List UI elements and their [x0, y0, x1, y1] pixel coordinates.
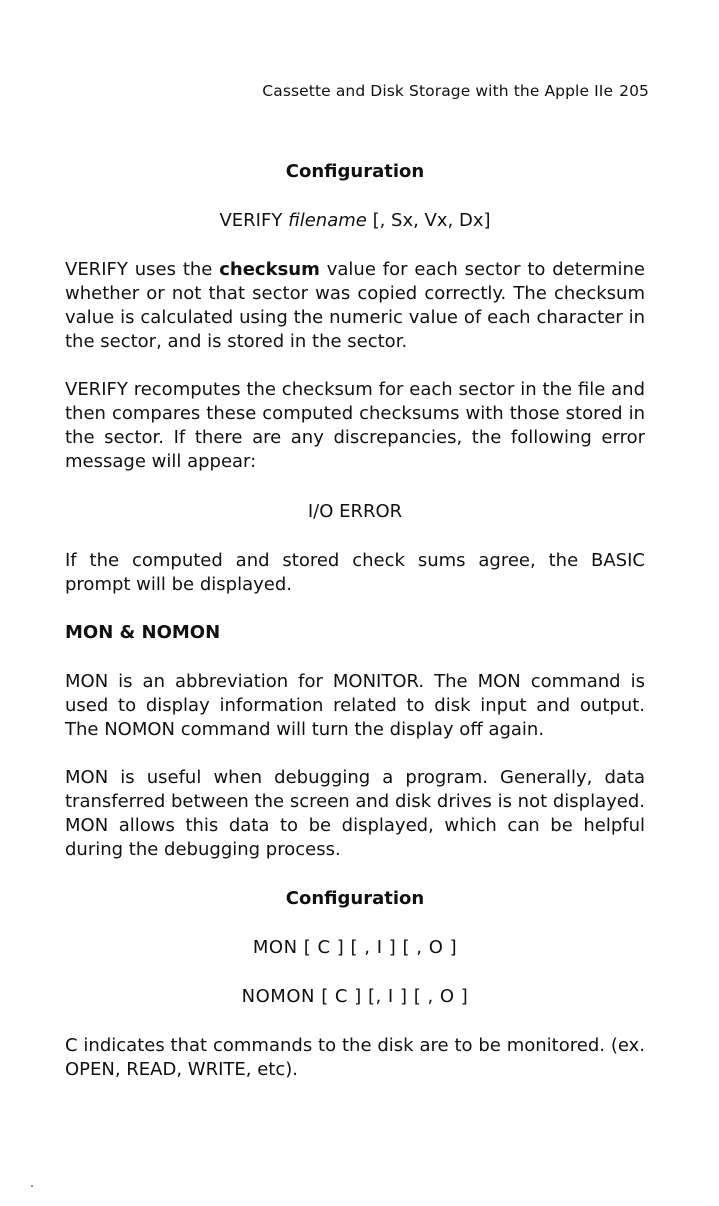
paragraph-c-indicates: C indicates that commands to the disk are to be monitored. (ex. OPEN, READ, WRITE, etc). [65, 1035, 645, 1080]
error-message: I/O ERROR [307, 501, 403, 522]
section-heading-configuration-2: Configuration [285, 888, 425, 909]
nomon-syntax: NOMON [ C ] [, I ] [ , O ] [241, 986, 469, 1007]
paragraph-lead: VERIFY uses the [65, 259, 213, 280]
paragraph-rest: value for each sector to determine whether or not that sector was copied correctly. The checksum value is calculated using the numeric value of each character in the sector, and is stored in the sector. [65, 259, 645, 352]
section-heading-mon-nomon: MON & NOMON [65, 622, 221, 643]
syntax-argument: filename [288, 210, 367, 231]
bold-term-checksum: checksum [219, 259, 320, 280]
paragraph-verify-recomputes: VERIFY recomputes the checksum for each sector in the file and then compares these computed checksums with those stored in the sector. If there are any discrepancies, the following error message will appear: [65, 379, 645, 472]
running-title: Cassette and Disk Storage with the Apple IIe [262, 82, 614, 100]
page-speck [31, 1185, 33, 1187]
syntax-options: [, Sx, Vx, Dx] [372, 210, 491, 231]
section-heading-configuration: Configuration [285, 161, 425, 182]
page-number: 205 [619, 82, 649, 100]
paragraph-checksums-agree: If the computed and stored check sums agree, the BASIC prompt will be displayed. [65, 550, 645, 595]
verify-syntax [65, 209, 645, 233]
paragraph-mon-abbreviation: MON is an abbreviation for MONITOR. The MON command is used to display information related to disk input and output. The NOMON command will turn the display off again. [65, 671, 645, 740]
mon-syntax: MON [ C ] [ , I ] [ , O ] [252, 937, 458, 958]
syntax-command: VERIFY [219, 210, 283, 231]
paragraph-mon-useful: MON is useful when debugging a program. Generally, data transferred between the screen and disk drives is not displayed. MON allows this data to be displayed, which can be helpful during the debugging process. [65, 767, 645, 860]
paragraph-verify-checksum [65, 258, 645, 354]
running-header [262, 82, 649, 100]
